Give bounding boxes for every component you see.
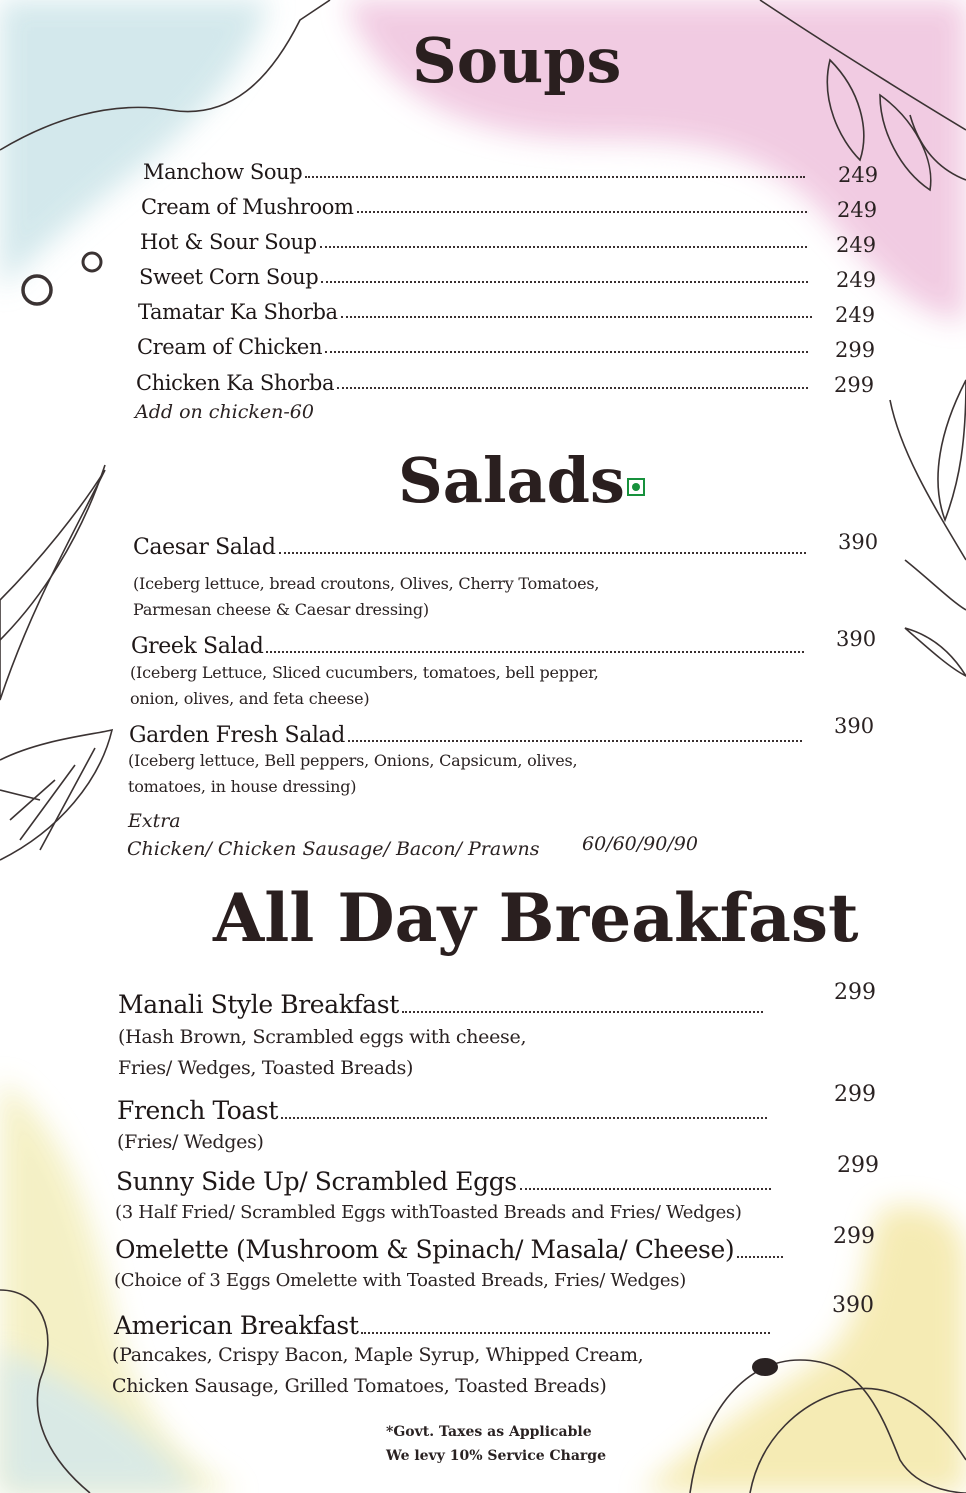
item-price: 299 [834, 373, 875, 397]
extra-prices: 60/60/90/90 [582, 833, 698, 855]
extra-items: Chicken/ Chicken Sausage/ Bacon/ Prawns [127, 838, 540, 860]
menu-item [116, 1164, 771, 1196]
item-description: (Choice of 3 Eggs Omelette with Toasted Breads, Fries/ Wedges) [114, 1270, 686, 1291]
item-price: 390 [834, 714, 875, 738]
right-stem-line [890, 400, 966, 560]
dot-leader [325, 351, 808, 353]
item-name: Caesar Salad [133, 535, 276, 560]
menu-item [129, 720, 802, 748]
item-price: 299 [833, 1224, 875, 1249]
dot-leader [305, 176, 805, 178]
item-price: 249 [837, 198, 878, 222]
item-name: Omelette (Mushroom & Spinach/ Masala/ Cheese) [115, 1235, 735, 1264]
item-description: (Hash Brown, Scrambled eggs with cheese, Fries/ Wedges, Toasted Breads) [118, 1026, 527, 1079]
item-price: 249 [836, 233, 877, 257]
item-name: Manchow Soup [143, 160, 303, 184]
menu-item [136, 367, 808, 395]
menu-item [138, 296, 812, 324]
ink-blot-shape [752, 1358, 778, 1376]
menu-item [131, 631, 804, 659]
veg-mark-icon [627, 478, 645, 496]
tax-note: *Govt. Taxes as Applicable [386, 1424, 592, 1440]
small-ring-small [83, 253, 101, 271]
dot-leader [320, 246, 807, 248]
item-price: 249 [836, 268, 877, 292]
dot-leader [357, 211, 807, 213]
item-name: Greek Salad [131, 634, 264, 659]
footer-note [386, 1420, 606, 1468]
item-name: Chicken Ka Shorba [136, 371, 335, 395]
left-leaf-vein [0, 748, 95, 850]
item-name: Sweet Corn Soup [139, 265, 319, 289]
item-description: (Pancakes, Crispy Bacon, Maple Syrup, Whipped Cream, Chicken Sausage, Grilled Tomatoes, Toasted Breads) [112, 1344, 644, 1397]
breakfast-heading: All Day Breakfast [213, 879, 859, 957]
item-price: 299 [835, 338, 876, 362]
menu-item [140, 226, 807, 254]
dot-leader [279, 552, 806, 554]
dot-leader [281, 1117, 767, 1119]
right-leaf-line [938, 380, 966, 520]
menu-item [114, 1308, 770, 1340]
item-price: 390 [832, 1293, 874, 1318]
item-name: American Breakfast [114, 1311, 359, 1340]
item-name: French Toast [117, 1096, 279, 1125]
salads-heading: Salads [398, 444, 625, 517]
item-name: Cream of Mushroom [141, 195, 354, 219]
dot-leader [348, 740, 802, 742]
menu-item [143, 156, 805, 184]
menu-item [137, 331, 808, 359]
menu-item [139, 261, 808, 289]
menu-item [133, 532, 806, 560]
menu-item [141, 191, 807, 219]
item-description: (Fries/ Wedges) [117, 1131, 264, 1153]
item-name: Cream of Chicken [137, 335, 323, 359]
dot-leader [520, 1188, 771, 1190]
item-description: (Iceberg lettuce, bread croutons, Olives, Cherry Tomatoes, Parmesan cheese & Caesar dressing) [133, 574, 600, 619]
left-stem-line [0, 465, 105, 640]
item-name: Sunny Side Up/ Scrambled Eggs [116, 1167, 517, 1196]
menu-item [118, 987, 763, 1019]
item-price: 390 [836, 627, 877, 651]
extra-label: Extra [128, 810, 181, 832]
menu-item [115, 1232, 783, 1264]
dot-leader [337, 387, 808, 389]
dot-leader [361, 1332, 770, 1334]
item-description: (Iceberg Lettuce, Sliced cucumbers, tomatoes, bell pepper, onion, olives, and feta cheese) [130, 663, 599, 708]
item-price: 249 [835, 303, 876, 327]
right-leaf-line [905, 628, 966, 676]
item-description: (Iceberg lettuce, Bell peppers, Onions, Capsicum, olives, tomatoes, in house dressing) [128, 751, 578, 796]
dot-leader [321, 281, 808, 283]
item-name: Garden Fresh Salad [129, 723, 345, 748]
soups-heading: Soups [412, 24, 622, 97]
item-price: 299 [837, 1153, 879, 1178]
item-price: 299 [834, 980, 876, 1005]
item-name: Manali Style Breakfast [118, 990, 399, 1019]
item-description: (3 Half Fried/ Scrambled Eggs withToasted Breads and Fries/ Wedges) [115, 1202, 742, 1223]
dot-leader [266, 651, 804, 653]
addon-note: Add on chicken-60 [135, 401, 314, 423]
menu-item [117, 1093, 767, 1125]
service-charge-note: We levy 10% Service Charge [386, 1448, 607, 1464]
right-leaf-line [905, 560, 966, 610]
dot-leader [737, 1256, 783, 1258]
item-price: 390 [838, 530, 879, 554]
item-price: 249 [838, 163, 879, 187]
dot-leader [402, 1011, 763, 1013]
small-ring-large [23, 276, 51, 304]
item-price: 299 [834, 1082, 876, 1107]
item-name: Hot & Sour Soup [140, 230, 317, 254]
dot-leader [341, 316, 812, 318]
item-name: Tamatar Ka Shorba [138, 300, 338, 324]
